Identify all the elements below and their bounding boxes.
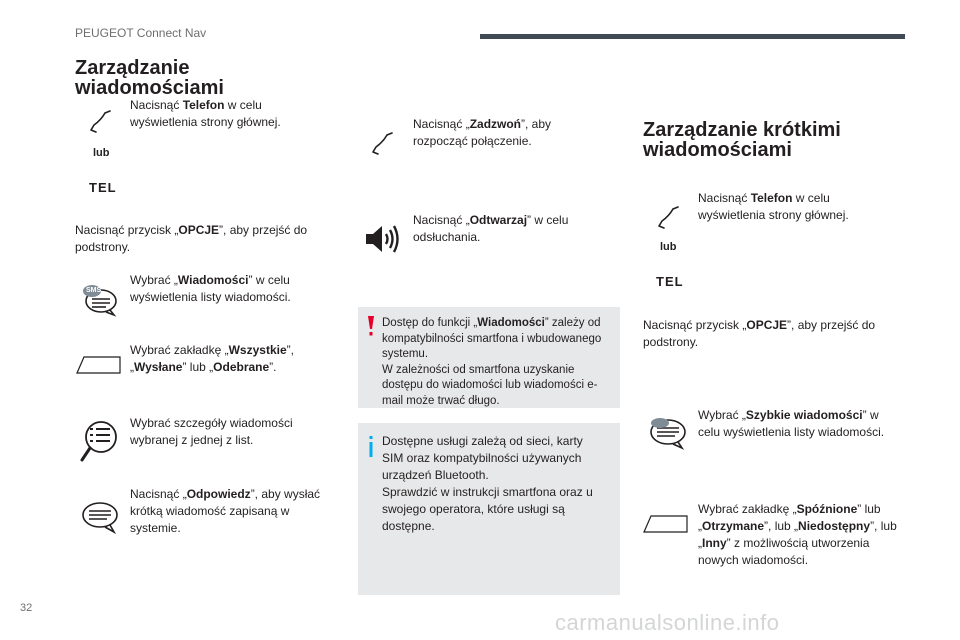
header-bar xyxy=(480,34,905,39)
message-bubble-icon xyxy=(80,500,120,534)
or-label: lub xyxy=(93,147,110,159)
warning-note-text: Dostęp do funkcji „Wiadomości” zależy od kompatybilności smartfona i wbudowanego systemu. W zależności od smartfona uzyskanie dostępu do wiadomości lub wiadomości e-mail może trwać długo. xyxy=(382,317,602,407)
step-select-sms-tabs: Wybrać zakładkę „Spóźnione” lub „Otrzymane”, lub „Niedostępny”, lub „Inny” z możliwością utworzenia nowych wiadomości. xyxy=(698,502,897,567)
step-message-details: Wybrać szczegóły wiadomości wybranej z jednej z list. xyxy=(130,416,293,447)
info-icon xyxy=(367,436,375,458)
or-label: lub xyxy=(660,241,677,253)
info-note-text: Dostępne usługi zależą od sieci, karty SIM oraz kompatybilności używanych urządzeń Bluetooth. Sprawdzić w instrukcji smartfona oraz u swojego operatora, które usługi są dostępne. xyxy=(382,434,593,533)
step-options-sms: Nacisnąć przycisk „OPCJE”, aby przejść do podstrony. xyxy=(643,318,876,349)
step-select-tabs: Wybrać zakładkę „Wszystkie”, „Wysłane” lub „Odebrane”. xyxy=(130,343,294,374)
step-call: Nacisnąć „Zadzwoń”, aby rozpocząć połączenie. xyxy=(413,117,552,148)
step-reply: Nacisnąć „Odpowiedz”, aby wysłać krótką wiadomość zapisaną w systemie. xyxy=(130,487,321,535)
warning-icon xyxy=(367,315,375,337)
section-heading-messages: Zarządzanie wiadomościami xyxy=(75,57,224,99)
tel-button-label: TEL xyxy=(89,180,117,195)
details-list-icon xyxy=(80,420,120,462)
step-play: Nacisnąć „Odtwarzaj” w celu odsłuchania. xyxy=(413,213,569,244)
sms-badge: SMS xyxy=(86,287,102,294)
page-number: 32 xyxy=(20,602,33,614)
tab-shape-icon xyxy=(643,514,689,534)
step-quick-messages: Wybrać „Szybkie wiadomości” w celu wyświetlenia listy wiadomości. xyxy=(698,408,885,439)
step-options: Nacisnąć przycisk „OPCJE”, aby przejść do podstrony. xyxy=(75,223,308,254)
document-header-title: PEUGEOT Connect Nav xyxy=(75,26,207,40)
watermark: carmanualsonline.info xyxy=(555,610,780,635)
section-heading-short-messages: Zarządzanie krótkimi wiadomościami xyxy=(643,119,841,161)
step-open-phone-sms: Nacisnąć Telefon w celu wyświetlenia strony głównej. xyxy=(698,191,849,222)
tab-shape-icon xyxy=(76,355,122,375)
speaker-icon xyxy=(365,225,401,253)
sms-bubble-icon xyxy=(648,417,688,449)
phone-icon xyxy=(656,204,682,230)
phone-icon xyxy=(370,130,396,156)
tel-button-label: TEL xyxy=(656,274,684,289)
step-select-messages: Wybrać „Wiadomości” w celu wyświetlenia listy wiadomości. xyxy=(130,273,291,304)
phone-icon xyxy=(88,108,114,134)
step-open-phone: Nacisnąć Telefon w celu wyświetlenia strony głównej. xyxy=(130,98,281,129)
